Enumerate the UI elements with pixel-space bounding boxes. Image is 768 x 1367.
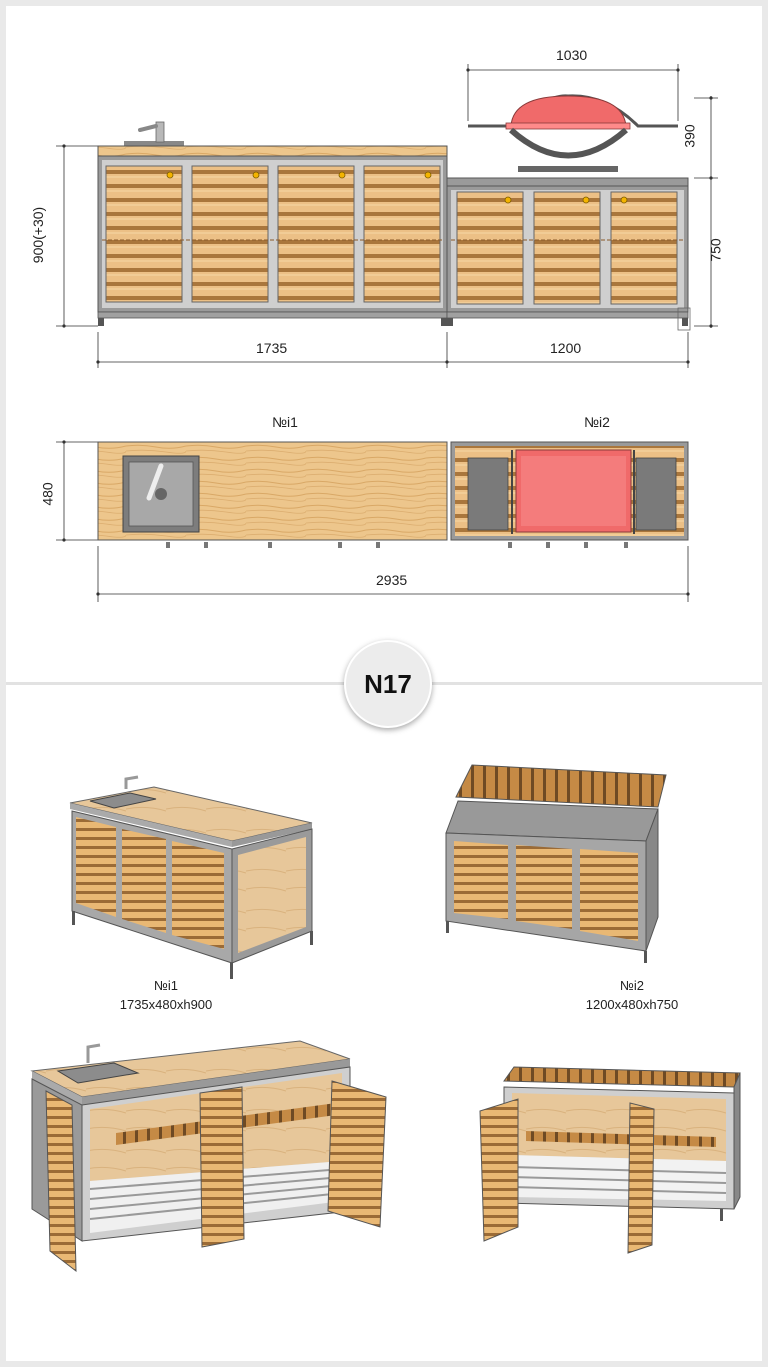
- module-2-3d-open: [480, 1067, 740, 1253]
- plan-label-2: №i2: [584, 414, 610, 430]
- dim-grill-width: 1030: [556, 47, 588, 63]
- dim-depth: 480: [39, 482, 56, 506]
- module-2-size: 1200x480xh750: [585, 997, 679, 1012]
- model-badge: N17: [344, 640, 432, 728]
- dim-height-2: 750: [707, 238, 724, 262]
- module-2-name: №i2: [619, 978, 645, 993]
- module-1-plan: [98, 442, 447, 548]
- module-1-size: 1735x480xh900: [119, 997, 213, 1012]
- module-2-3d-closed: [446, 765, 666, 963]
- dim-height-1: 900(+30): [30, 206, 47, 264]
- plan-label-1: №i1: [272, 414, 298, 430]
- module-1-3d-open: [32, 1041, 386, 1271]
- module-1-3d-closed: [70, 777, 313, 979]
- module-2-elevation: [447, 96, 690, 330]
- module-1-caption: [106, 978, 226, 1012]
- plan-view: [6, 406, 762, 626]
- module-2-plan: [451, 442, 688, 548]
- dim-total-width: 2935: [376, 572, 408, 588]
- perspective-views: [6, 741, 762, 1361]
- front-elevation: [6, 6, 762, 386]
- dim-grill-height: 390: [681, 124, 698, 148]
- module-1-name: №i1: [153, 978, 179, 993]
- drawing-sheet: [6, 6, 762, 1361]
- dim-width-2: 1200: [550, 340, 582, 356]
- module-1-elevation: [98, 122, 447, 326]
- module-2-caption: [572, 978, 692, 1012]
- dim-width-1: 1735: [256, 340, 288, 356]
